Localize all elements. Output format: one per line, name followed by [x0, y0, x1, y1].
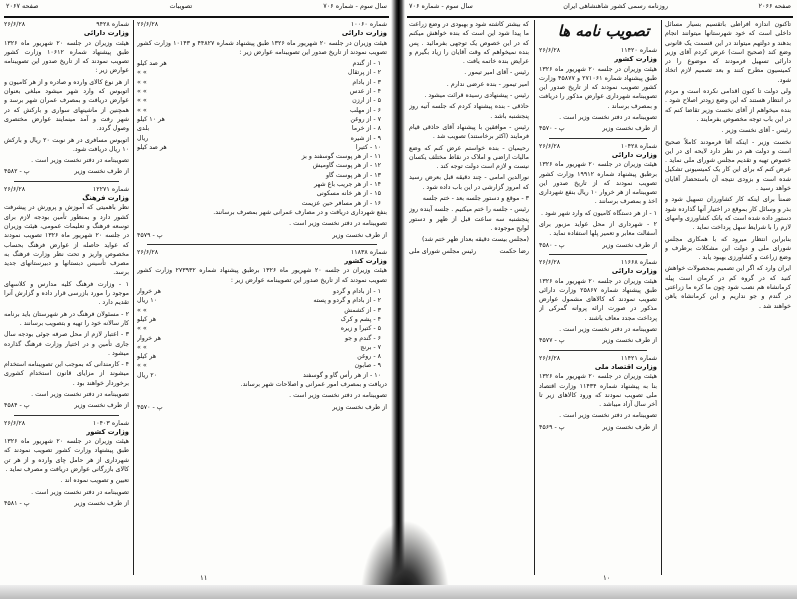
tariff-row-a: ۶ - گندم و جو	[345, 334, 381, 342]
tariff-row	[137, 134, 387, 143]
decree-number-line-b: ۲۶/۶/۲۸	[4, 21, 26, 28]
tariff-row-a: ۳ - از کشمش	[344, 306, 381, 314]
column-divider	[133, 20, 134, 575]
decree-number-line	[137, 20, 387, 29]
tariff-row	[137, 78, 387, 87]
ministry-heading: وزارت دارائی	[611, 267, 657, 276]
paragraph: امیر تیمور - بنده عرضی ندارم .	[446, 80, 529, 88]
ministry-heading: وزارت دارائی	[611, 150, 657, 159]
tariff-row	[137, 87, 387, 96]
ministry-heading: وزارت کشور	[86, 427, 129, 436]
paragraph: رئیس - جلسه را ختم میکنیم . جلسه آینده روز پنجشنبه سه ساعت قبل از ظهر و دستور لوایح موجوده .	[409, 206, 529, 232]
tariff-row	[137, 171, 387, 180]
tariff-row-a: ۱ - از بادام و گردو	[333, 288, 381, 296]
decree-number-line-b: ۲۶/۶/۲۸	[4, 185, 26, 193]
section-title: تصویبات	[169, 2, 193, 10]
paragraph: نظر باهمیتی که آموزش و پرورش در پیشرفت کشور دارد و بمنظور تأمین بودجه لازم برای توسعه فرهنگ و تعلیمات عمومی، هیئت وزیران در جلسه ۲۰ شهریور ماه ۱۳۲۶ تصویب نمودند که عواید حاصله از عوارض فرهنگ بحساب مخصوص واریز و تحت نظر وزارت فرهنگ به مصرف تأسیس دبستانها و دبیرستانهای جدید برسد.	[4, 204, 129, 277]
tariff-row-b: بلدی	[137, 125, 150, 133]
scan-bottom-edge	[0, 585, 797, 599]
signature-line-a: رضا حکمت	[499, 247, 529, 255]
tariff-row	[137, 296, 387, 305]
tariff-row-b: هر کیلو	[137, 353, 157, 361]
tariff-row-a: ۱۴ - از هر جریب باغ شهر	[313, 181, 381, 189]
paragraph: نخست وزیر - اینکه آقا فرمودند کاملاً صحیح است و دولت هم در نظر دارد لایحه ای در این خصوص تهیه و تقدیم مجلس شورای ملی نماید . عرض کنم که برای این کار یک کمیسیونی تشکیل شده است و بزودی نتیجه آن باستحضار آقایان خواهد رسید .	[665, 138, 791, 193]
tariff-row-a: ۱۳ - از هر پوست گاو	[325, 171, 381, 179]
decree-number-line	[539, 258, 657, 267]
paragraph: تصویبنامه در دفتر نخست وزیر است .	[559, 326, 657, 334]
decree-number-line-a: شماره ۱۰۴۲۸	[620, 142, 657, 150]
separator-rule	[147, 244, 377, 245]
signature-line-a: از طرف نخست وزیر	[602, 337, 657, 345]
signature-line-b: پ - ۴۵۸۴	[4, 402, 30, 410]
column	[137, 20, 387, 575]
ministry-heading: وزارت دارائی	[83, 29, 129, 38]
paragraph: از هر نوع کالای وارده و صادره و از هر کامیون و اتوبوس که وارد شهر میشود مبلغی بعنوان عوارض دریافت و بمصرف عمران شهر برسد و همچنین از ماشینهای سواری و بارکش که در شهر رفت و آمد مینمایند عوارض مختصری وصول گردد.	[4, 78, 129, 133]
folio: ۱۰	[603, 574, 611, 582]
paragraph: بنابراین انتظار میرود که با همکاری مجلس شورای ملی و دولت این مشکلات برطرف و وضع زراعت و کشاورزی بهبود یابد .	[665, 235, 791, 262]
tariff-row-b: » »	[137, 306, 147, 314]
header-rule	[407, 16, 793, 18]
running-head-left	[6, 2, 387, 14]
tariff-row-b: هر خروار	[137, 288, 161, 296]
paragraph: حاذقی - بنده پیشنهاد کردم که جلسه آتیه روز پنجشنبه باشد .	[409, 103, 529, 120]
tariff-row-b: هر صد کیلو	[137, 143, 167, 151]
decree-number-line-a: شماره ۱۱۶۶۸	[620, 258, 657, 266]
separator-rule	[549, 138, 647, 139]
signature-line	[409, 247, 529, 256]
paragraph: رئیس - آقای امیر تیمور .	[464, 69, 529, 77]
signature-line-a: از طرف نخست وزیر	[74, 168, 129, 176]
tariff-row-b: » »	[137, 362, 147, 370]
paragraph: دریافت و بمصرف امور عمرانی و اصلاحات شهر برساند.	[240, 380, 387, 388]
tariff-row-a: ۱۰ - کتیرا	[355, 143, 381, 151]
tariff-row	[137, 124, 387, 133]
ministry-heading: وزارت دارائی	[341, 29, 387, 38]
decree-number-line	[4, 20, 129, 29]
signature-line-b: پ - ۴۵۷۰	[137, 403, 163, 411]
column	[4, 20, 129, 575]
tariff-row-a: ۱۵ - از هر خانه مسکونی	[316, 190, 381, 198]
decree-number-line-a: شماره ۱۲۲۷۱	[92, 185, 129, 193]
right-page	[403, 0, 797, 585]
paragraph: تاکنون اندازه افراطی باتقسیم بسیار مسائل داخلی است که خود شهرستانها میتوانند انجام بدهند و دولتهم میتواند در این قسمت یک قانونی وضع کند (صحیح است) عرض کردم آقای وزیر دارائی تسهیل فرمودند که موضوع را در کمیسیون مطرح کنند و بعد تصمیم لازم اتخاذ شود.	[665, 21, 791, 84]
tariff-row-a: ۱ - از گندم	[352, 60, 381, 68]
signature-line-b: پ - ۴۵۸۲	[4, 168, 30, 176]
ministry-heading: وزارت اقتصاد ملی	[594, 362, 657, 371]
signature-line-a: از طرف نخست وزیر	[74, 402, 129, 410]
column-divider	[534, 20, 535, 575]
paragraph: نورالدین امامی - چند دقیقه قبل بعرض رسید که امروز گزارشی در این باب داده شود .	[409, 174, 529, 191]
tariff-row	[137, 59, 387, 68]
tariff-row-b: ۲۰ ریال	[137, 371, 158, 379]
column-divider	[661, 20, 662, 575]
signature-line-a: از طرف نخست وزیر	[602, 423, 657, 431]
ministry-heading: وزارت کشور	[614, 55, 657, 64]
paragraph: تصویبنامه در دفتر نخست وزیر است .	[289, 220, 387, 228]
paragraph: رحیمیان - بنده خواستم عرض کنم که وضع مالیات اراضی و املاک در نقاط مختلف یکسان نیست و لازم است دولت توجه کند .	[409, 144, 529, 171]
decree-number-line-a: شماره ۱۱۴۲۱	[620, 354, 657, 362]
tariff-row-a: ۴ - پشم و کرک	[340, 315, 381, 323]
signature-line	[539, 124, 657, 133]
decree-number-line	[4, 185, 129, 194]
signature-line-b: پ - ۴۵۶۹	[539, 423, 565, 431]
tariff-row	[137, 180, 387, 189]
paragraph: هیئت وزیران در جلسه ۲۰ شهریور ماه ۱۳۲۶ طبق پیشنهاد شماره ۱۰۶۱۲ وزارت کشور تصویب نمودند که از تاریخ صدور این تصویبنامه عوارض زیر :	[4, 39, 129, 75]
tariff-row	[137, 324, 387, 333]
tariff-row-b: ریال	[137, 134, 149, 142]
decree-number-line-a: شماره ۱۰۴۰۳	[92, 419, 129, 427]
paragraph: ۲ - مسئولان فرهنگ در هر شهرستان باید برنامه کار سالانه خود را تهیه و بتصویب برسانند .	[4, 310, 129, 327]
tariff-row	[137, 306, 387, 315]
tariff-row-b: » »	[137, 97, 147, 105]
tariff-row-a: ۸ - روغن	[357, 353, 381, 361]
tariff-row	[137, 189, 387, 198]
issue-number: سال سوم - شماره ۷۰۶	[409, 2, 473, 10]
signature-line-a: از طرف نخست وزیر	[602, 241, 657, 249]
paragraph: ولی دولت تا کنون اقدامی نکرده است و مردم در انتظار هستند که این وضع زودتر اصلاح شود . بنده میخواهم از آقای نخست وزیر تقاضا کنم که در این باب توجه مخصوص بفرمایند .	[665, 88, 791, 123]
signature-line	[539, 423, 657, 432]
signature-line-b: پ - ۴۵۷۷	[539, 337, 565, 345]
tariff-row	[137, 152, 387, 161]
tariff-row	[137, 371, 387, 380]
tariff-row	[137, 361, 387, 370]
signature-line	[539, 241, 657, 250]
decree-number-line	[539, 46, 657, 55]
page-number: صفحه ۲۰۶۶	[758, 2, 791, 10]
decree-number-line-b: ۲۶/۶/۲۸	[137, 21, 159, 28]
decree-number-line-b: ۲۶/۶/۲۸	[137, 248, 159, 256]
paragraph: تصویبنامه در دفتر نخست وزیر است .	[31, 488, 129, 496]
signature-line	[4, 499, 129, 508]
tariff-row	[137, 115, 387, 124]
tariff-row	[137, 106, 387, 115]
separator-rule	[549, 350, 647, 351]
tariff-row-a: ۵ - از ارزن	[352, 97, 381, 105]
tariff-row-b: » »	[137, 69, 147, 77]
tariff-row-b: هر صد کیلو	[137, 60, 167, 68]
paragraph: ۳ - موقع و دستور جلسه بعد - ختم جلسه	[422, 195, 529, 203]
decree-number-line-b: ۲۶/۶/۲۸	[539, 47, 561, 54]
running-head-right	[409, 2, 791, 14]
tariff-row-a: ۷ - برنج	[360, 343, 381, 351]
tariff-row-a: ۶ - از مهلب	[349, 106, 381, 114]
tariff-row-b: » »	[137, 343, 147, 351]
tariff-row	[137, 96, 387, 105]
tariff-row-b: ۱۰ ریال	[137, 297, 158, 305]
decree-number-line-b: ۲۶/۶/۲۸	[539, 354, 561, 362]
tariff-row-b: هر خروار	[137, 334, 161, 342]
paragraph: هیئت وزیران در جلسه ۲۰ شهریور ماه ۱۳۲۶ برطبق پیشنهاد شماره ۱۹۹۱۲ وزارت کشور تصویب نمودند که از تاریخ صدور این تصویبنامه از هر خروار ۱۰ ریال بنفع شهرداری اخذ و بمصرف برسانند .	[539, 161, 657, 206]
tariff-row	[137, 334, 387, 343]
tariff-row-a: ۴ - از عدس	[349, 88, 381, 96]
signature-line-b: رئیس مجلس شورای ملی	[409, 247, 477, 255]
paragraph: ۱ - از هر دستگاه کامیون که وارد شهر شود .	[540, 209, 657, 217]
column	[539, 20, 657, 575]
paragraph: تعیین و تصویب نموده اند .	[60, 477, 129, 485]
tariff-row-b: هر کیلو	[137, 315, 157, 323]
paragraph: رئیس - پیشنهادی رسیده قرائت میشود .	[424, 92, 529, 100]
tariff-row	[137, 352, 387, 361]
signature-line-a: از طرف نخست وزیر	[74, 499, 129, 507]
paragraph: تصویبنامه در دفتر نخست وزیر است .	[31, 390, 129, 398]
decree-number-line	[137, 248, 387, 257]
tariff-row-a: ۹ - از شیره	[350, 134, 381, 142]
tariff-row-a: ۷ - از روغن	[350, 115, 381, 123]
signature-line-b: پ - ۴۵۸۰	[539, 241, 565, 249]
paragraph: رئیس - موافقین با پیشنهاد آقای حاذقی قیام فرمایند (اکثر برخاستند) تصویب شد .	[409, 123, 529, 141]
folio: ۱۱	[200, 574, 208, 582]
binding-gutter	[391, 0, 405, 599]
separator-rule	[549, 254, 647, 255]
decree-number-line-b: ۲۶/۶/۲۸	[539, 142, 561, 150]
paragraph: تصویبنامه در دفتر نخست وزیر است .	[559, 114, 657, 122]
tariff-row	[137, 68, 387, 77]
signature-line-a: از طرف نخست وزیر	[332, 403, 387, 411]
section-title: روزنامه رسمی کشور شاهنشاهی ایران	[563, 2, 669, 10]
paragraph: هیئت وزیران در جلسه ۲۰ شهریور ماه ۱۳۲۶ بنا به پیشنهاد شماره ۱۱۴۳۴ وزارت اقتصاد ملی تصویب نمودند که ورود کالاهای زیر تا آخر سال آزاد میباشد .	[539, 373, 657, 409]
separator-rule	[14, 415, 119, 416]
tariff-row-a: ۲ - از بادام و گردو و پسته	[313, 297, 381, 305]
page-number: صفحه ۲۰۶۷	[6, 2, 39, 10]
paragraph: ایران وارد که اگر این تصمیم بمحصولات خواهش کنید که در گروه کم در کرمان است پیله کرمانشاه هم نصب شود چون ما کره ما زراعتی در گندم و جو نداریم و این کرمانشاه یاهن خواهند شد .	[665, 265, 791, 310]
tariff-row-a: ۲ - از پرتقال	[347, 69, 381, 77]
signature-line-a: از طرف نخست وزیر	[602, 125, 657, 133]
paragraph: هیئت وزیران در جلسه ۲۰ شهریور ماه ۱۳۲۶ طبق پیشنهاد شماره ۲۵۸۶۷ وزارت دارائی تصویب نمودند که کالاهای مشمول عوارض مذکور در صورت ارائه پروانه گمرکی از پرداخت مجدد معاف باشند .	[539, 277, 657, 322]
decree-number-line	[4, 419, 129, 428]
paragraph: ۲ - شهرداری از محل عواید مزبور برای آسفالت معابر و تعمیر پلها استفاده نماید .	[539, 221, 657, 238]
signature-line-a: از طرف نخست وزیر	[332, 231, 387, 239]
signature-line	[137, 231, 387, 240]
paragraph: تصویبنامه در دفتر نخست وزیر است .	[559, 412, 657, 420]
tariff-row-a: ۱۲ - از هر پوست گاومیش	[312, 162, 381, 170]
signature-line-b: پ - ۴۵۷۰	[539, 125, 565, 133]
paragraph: هیئت وزیران در جلسه ۲۰ شهریور ماه ۱۳۲۶ طبق پیشنهاد وزارت کشور تصویب نمودند که شهرداری از هر حامل چای وارده و از هر تن کالای بازرگانی عوارض دریافت و مصرف نماید .	[4, 438, 129, 474]
tariff-row-a: ۱۶ - از هر مسافر حین عزیمت	[301, 199, 381, 207]
separator-rule	[14, 181, 119, 182]
column	[409, 20, 529, 575]
header-rule	[4, 16, 389, 18]
tariff-row-b: » »	[137, 88, 147, 96]
decree-number-line-a: شماره ۱۱۸۳۸	[350, 248, 387, 256]
signature-line	[4, 167, 129, 176]
paragraph: هیئت وزیران در جلسه ۲۰ شهریور ماه ۱۳۲۶ طبق پیشنهاد شماره ۴۴۸۲۷ و ۱۰۱۴۳ وزارت کشور تصویب نمودند از تاریخ صدور این تصویبنامه عوارض زیر :	[137, 39, 387, 56]
decree-number-line-a: شماره ۱۰۰۶۰	[350, 21, 387, 28]
decree-number-line-a: شماره ۹۴۲۸	[96, 21, 129, 28]
decree-number-line	[539, 142, 657, 151]
decree-section-title: تصویب نامه ها	[557, 22, 650, 40]
paragraph: ۴ - کارمندانی که بموجب این تصویبنامه استخدام میشوند از مزایای قانون استخدام کشوری برخوردار خواهند بود .	[4, 361, 129, 387]
decree-number-line	[539, 354, 657, 363]
paragraph: رئیس - آقای نخست وزیر .	[721, 127, 791, 135]
paragraph: تصویبنامه در دفتر نخست وزیر است .	[31, 157, 129, 165]
paragraph: ۳ - اعتبار لازم از محل صرفه جوئی بودجه سال جاری تأمین و در اختیار وزارت فرهنگ گذارده میشود .	[4, 331, 129, 357]
ministry-heading: وزارت کشور	[344, 257, 387, 266]
tariff-row-a: ۱۱ - از هر پوست گوسفند و بز	[301, 153, 381, 161]
tariff-row-a: ۳ - از بادام	[352, 78, 381, 86]
signature-line-b: پ - ۴۵۷۹	[137, 231, 163, 239]
tariff-row	[137, 315, 387, 324]
signature-line	[137, 403, 387, 412]
tariff-row-b: هر ۱۰ کیلو	[137, 115, 165, 123]
tariff-row-a: ۸ - از خرما	[351, 125, 381, 133]
signature-line	[4, 401, 129, 410]
paragraph: ۱ - وزارت فرهنگ کلیه مدارس و کلاسهای موجود را مورد بازرسی قرار داده و گزارش آنرا تقدیم دارد .	[4, 280, 129, 307]
tariff-row	[137, 343, 387, 352]
paragraph: بنفع شهرداری دریافت و در مصارف عمرانی شهر بمصرف برسانند.	[213, 208, 387, 216]
tariff-row-a: ۵ - کتیرا و زیره	[340, 325, 381, 333]
tariff-row-b: » »	[137, 325, 147, 333]
tariff-row	[137, 143, 387, 152]
paragraph: اتوبوس مسافری در هر نوبت ۲۰ ریال و بارکش ۱۰ ریال دریافت شود.	[4, 136, 129, 153]
decree-number-line-b: ۲۶/۶/۲۸	[539, 258, 561, 266]
decree-number-line-b: ۲۶/۶/۲۸	[4, 419, 26, 427]
decree-number-line-a: شماره ۱۱۴۲۰	[620, 47, 657, 54]
tariff-row	[137, 199, 387, 208]
paragraph: که بیشتر کاشته شود و بهبودی در وضع زراعت ما پیدا شود این است که بنده خواهش میکنم که در این خصوص یک توجهی بفرمائید . پس بنده نمیخواهم که وقت آقایان را زیاد بگیرم و عرایض بنده خاتمه یافت .	[409, 21, 529, 66]
column	[665, 20, 791, 575]
signature-line	[539, 336, 657, 345]
paragraph: هیئت وزیران در جلسه ۲۰ شهریور ماه ۱۳۲۶ برطبق پیشنهاد شماره ۲۷۳۹۳۲ وزارت کشور تصویب نمودند که از تاریخ صدور این تصویبنامه عوارض زیر :	[137, 267, 387, 284]
paragraph: (مجلس بیست دقیقه بعداز ظهر ختم شد)	[421, 236, 529, 244]
tariff-row-a: ۱۰ - از هر رأس گاو و گوسفند	[302, 371, 381, 379]
paragraph: هیئت وزیران در جلسه ۲۰ شهریور ماه ۱۳۲۶ طبق پیشنهاد شماره ۲۷۱۰۶۱ و ۴۵۸۷۷ وزارت کشور تصویب نمودند که از تاریخ صدور این تصویبنامه شهرداری عوارض مذکور را دریافت و بمصرف برساند .	[539, 65, 657, 110]
paragraph: ضمناً برای اینکه کار کشاورزان تسهیل شود و بذر و وسائل کار بموقع در اختیار آنها گذارده شود دستور داده شده است که بانک کشاورزی وامهای لازم را با شرایط سهل پرداخت نماید .	[665, 196, 791, 232]
issue-number: سال سوم - شماره ۷۰۶	[323, 2, 387, 10]
tariff-row-b: » »	[137, 106, 147, 114]
signature-line-b: پ - ۴۵۸۱	[4, 499, 30, 507]
left-page	[0, 0, 393, 585]
paragraph: تصویبنامه در دفتر نخست وزیر است .	[289, 392, 387, 400]
tariff-row	[137, 161, 387, 170]
tariff-row-a: ۹ - صابون	[354, 362, 381, 370]
tariff-row	[137, 287, 387, 296]
tariff-row-b: » »	[137, 78, 147, 86]
ministry-heading: وزارت فرهنگ	[82, 194, 129, 203]
